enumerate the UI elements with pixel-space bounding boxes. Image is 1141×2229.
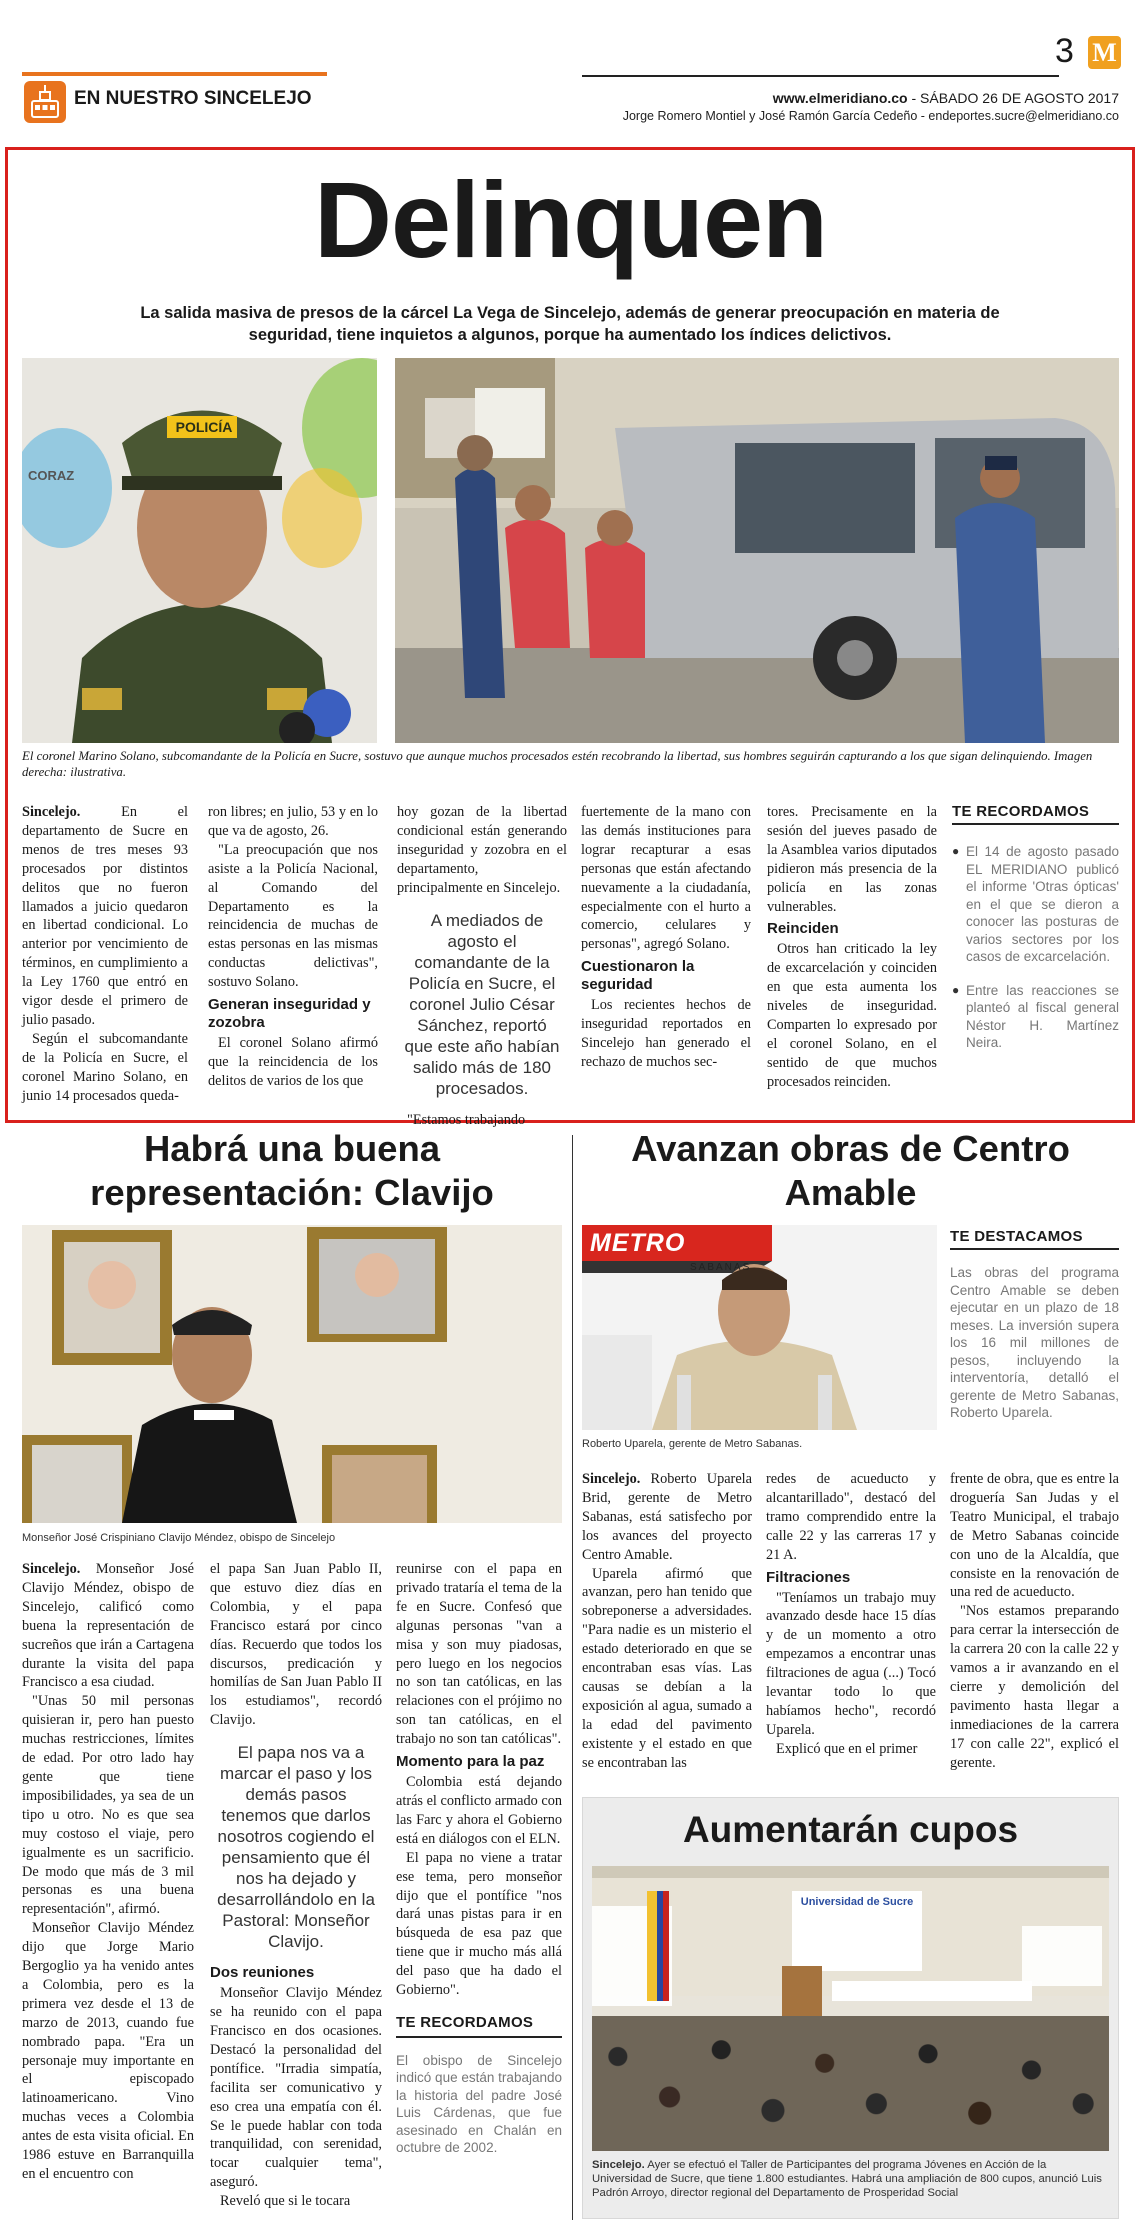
main-col4-p1: fuertemente de la mano con las demás instituciones para lograr recapturar a esas personas que están afectando nuevamente a la ciudadanía, especialmente con el hurto a comercio, celulares y personas", agregó Solano.: [581, 804, 751, 953]
vertical-divider: [572, 1135, 573, 2220]
cupos-caption: [592, 2158, 1109, 2201]
main-col-5: [767, 803, 937, 1092]
cupos-caption-text: Ayer se efectuó el Taller de Participantes del programa Jóvenes en Acción de la Universidad de Sucre, que tiene 1.800 estudiantes. Habrá una ampliación de 800 cupos, anunció Luis Padrón Arroyo, director regional del Departamento de Prosperidad Social: [592, 2159, 1102, 2200]
main-col2-p2: "La preocupación que nos asiste a la Policía Nacional, al Comando del Departamento es la reincidencia de muchas de estas personas en las mismas conductas delictivas", sostuvo Solano.: [208, 841, 378, 991]
main-col1-p1: En el departamento de Sucre en menos de tres meses 93 procesados por distintos delitos que no fueron llamados a juicio quedaron en libertad condicional. Lo anterior por vencimiento de términos, en cumplimiento a la Ley 1760 que entró en vigor desde el primero de julio pasado.: [22, 804, 189, 1028]
obras-box-title: TE DESTACAMOS: [950, 1228, 1119, 1250]
tram-icon: [24, 81, 66, 123]
clavijo-subhead-1: Dos reuniones: [210, 1964, 315, 1982]
main-col-2: [208, 803, 378, 1091]
clavijo-col2-p1: el papa San Juan Pablo II, que estuvo diez días en Colombia, y el papa Francisco estará por cinco días. Recuerdo que todos los discursos, predicación y homilías de San Juan Pablo II los estudiamos", recordó Clavijo.: [210, 1561, 382, 1729]
clavijo-col-1: [22, 1560, 194, 2184]
main-col3-p2: "Estamos trabajando: [407, 1111, 526, 1128]
main-col1-p2: Según el subcomandante de la Policía en Sucre, el coronel Marino Solano, en junio 14 procesados queda-: [22, 1030, 188, 1104]
obras-col2-p2: "Teníamos un trabajo muy avanzado desde hace 15 días y de un momento a otro empezamos a encontrar unas filtraciones de agua (...) Tocó levantar todo lo que habíamos hecho", recordó Uparela.: [766, 1589, 936, 1738]
police-badge-text: POLICÍA: [175, 419, 233, 435]
issue-date: - SÁBADO 26 DE AGOSTO 2017: [907, 90, 1119, 106]
clavijo-subhead-2: Momento para la paz: [396, 1753, 545, 1771]
main-col5-p1: tores. Precisamente en la sesión del jueves pasado de la Asamblea varios diputados pidieron más presencia de la policía en las zonas vulnerables.: [767, 804, 937, 915]
obras-title: Avanzan obras de Centro Amable: [631, 1128, 1070, 1213]
bishop-photo: [22, 1225, 562, 1523]
dateline: Sincelejo.: [22, 804, 81, 820]
obras-col-1: [582, 1470, 752, 1773]
authors: Jorge Romero Montiel y José Ramón García Cedeño: [622, 109, 918, 123]
main-col-3: [397, 803, 567, 1129]
obras-col1-p1: Roberto Uparela Brid, gerente de Metro Sabanas, está satisfecho por los avances del proyecto Centro Amable.: [582, 1471, 752, 1563]
main-col2-p1: ron libres; en julio, 53 y en lo que va de agosto, 26.: [208, 804, 378, 839]
clavijo-col3-p1: reunirse con el papa en privado trataría el tema de la fe en Sucre. Confesó que algunas personas "van a misa y son muy piadosas, pero luego en los negocios no son tan católicas, en las relaciones con el prójimo no son tan católicas, en el trabajo no son tan católicas".: [396, 1561, 562, 1748]
main-subhead-1: Generan inseguridad y zozobra: [208, 996, 371, 1032]
clavijo-col2-p2: Monseñor Clavijo Méndez se ha reunido con el papa Francisco en dos ocasiones. Destacó la personalidad del pontífice. "Irradia simpatía, facilita ser comunicativo y eso crea una empatía con él. Se le puede hablar con toda tranquilidad, con serenidad, tocar cualquier tema", aseguró.: [210, 1985, 382, 2191]
cupos-title: Aumentarán cupos: [682, 1809, 1019, 1850]
main-box-item-2: Entre las reacciones se planteó al fiscal general Néstor H. Martínez Neira.: [966, 982, 1119, 1050]
dateline: Sincelejo.: [22, 1561, 81, 1577]
bishop-caption: Monseñor José Crispiniano Clavijo Méndez, obispo de Sincelejo: [22, 1532, 336, 1544]
main-subhead-2: Cuestionaron la seguridad: [581, 958, 695, 994]
obras-col-3: [950, 1470, 1119, 1773]
bullet-icon: ●: [952, 982, 960, 997]
clavijo-col1-p1: Monseñor José Clavijo Méndez, obispo de Sincelejo, calificó como buena la representación de sucreños que irán a Cartagena durante la visita del papa Francisco a esa ciudad.: [22, 1561, 194, 1691]
obras-sidebar-box: [950, 1228, 1119, 1422]
clavijo-box-title: TE RECORDAMOS: [396, 2014, 562, 2038]
main-col4-p2: Los recientes hechos de inseguridad reportados en Sincelejo han generado el rechazo de muchos sec-: [581, 997, 751, 1070]
audience: [592, 2016, 1109, 2151]
obras-subhead-1: Filtraciones: [766, 1568, 851, 1586]
officer-photo: [22, 358, 377, 743]
main-box-title: TE RECORDAMOS: [952, 803, 1119, 825]
section-rule: [22, 72, 327, 76]
main-lead: La salida masiva de presos de la cárcel La Vega de Sincelejo, además de generar preocupación en materia de seguridad, tiene inquietos a algunos, porque ha aumentado los índices delictivos.: [140, 304, 1000, 344]
clavijo-box-text: El obispo de Sincelejo indicó que están trabajando la historia del padre José Luis Cárdenas, que fue asesinado en Chalán en octubre de 2002.: [396, 2052, 562, 2156]
obras-col3-p1: frente de obra, que es entre la droguería San Judas y el Teatro Municipal, el trabajo de Metro Sabanas coincide con uno de la Alcaldía, que consiste en la renovación de una red de acueducto.: [950, 1471, 1119, 1601]
clavijo-col2-p3: Reveló que si le tocara: [220, 2193, 351, 2210]
banner-text: Universidad de Sucre: [800, 1896, 914, 1908]
clavijo-pull-quote: El papa nos va a marcar el paso y los demás pasos tenemos que darlos nosotros cogiendo el pensamiento que él nos ha dejado y desarrollándolo en la Pastoral: Monseñor Clavijo.: [217, 1743, 375, 1952]
header-rule: [582, 75, 1059, 77]
bullet-icon: ●: [952, 844, 960, 858]
obras-col1-p2: Uparela afirmó que avanzan, pero han tenido que sobreponerse a adversidades. "Para nadie es un misterio el estado deteriorado en que se encontraban esas vías. Las causas se debían a la exposición al agua, sumado a la edad del pavimento existente y el estado en que se encontraban las: [582, 1565, 752, 1771]
obras-col3-p2: "Nos estamos preparando para cerrar la intersección de la carrera 20 con la calle 22 y vamos a ir avanzando en el cierre y demolición del pavimento hasta llegar a inmediaciones de la carrera 17 con calle 22", explicó el gerente.: [950, 1603, 1119, 1771]
obras-box-text: Las obras del programa Centro Amable se deben ejecutar en un plazo de 18 meses. La inversión supera los 16 mil millones de pesos, incluyendo la interventoría, detalló el gerente de Metro Sabanas, Roberto Uparela.: [950, 1265, 1119, 1420]
clavijo-col1-p3: Monseñor Clavijo Méndez dijo que Jorge Mario Bergoglio ya ha venido antes a Colombia, pero es la primera vez desde el 13 de marzo de 2013, cuando fue nombrado papa. "Era un personaje muy importante en el episcopado latinoamericano. Vino muchas veces a Colombia antes de esta visita oficial. En 1986 estuve en Barranquilla en el encuentro con: [22, 1920, 194, 2182]
metro-logo-sub: SABANAS: [690, 1262, 752, 1273]
dateline: Sincelejo.: [582, 1471, 641, 1487]
backdrop-text: CORAZ: [28, 468, 75, 483]
photo-caption: El coronel Marino Solano, subcomandante de la Policía en Sucre, sostuvo que aunque muchos procesados estén recobrando la libertad, sus hombres seguirán capturando a los que sigan delinquiendo. Imagen derecha: ilustrativa.: [22, 749, 1093, 779]
main-col-1: [22, 803, 188, 1106]
main-subhead-3: Reinciden: [767, 920, 839, 938]
contact-email[interactable]: - endeportes.sucre@elmeridiano.co: [917, 109, 1119, 123]
main-col5-p2: Otros han criticado la ley de excarcelación y coinciden en que esta aumenta los niveles de inseguridad. Comparten lo expresado por el coronel Solano, en el sentido de que muchos procesados reinciden.: [767, 941, 937, 1090]
clavijo-title: Habrá una buena representación: Clavijo: [90, 1128, 494, 1213]
clavijo-col-2: [210, 1560, 382, 2211]
clavijo-col3-p2: Colombia está dejando atrás el conflicto armado con las Farc y ahora el Gobierno está en diálogos con el ELN.: [396, 1774, 562, 1847]
main-col2-p3: El coronel Solano afirmó que la reincidencia de los delitos de varios de los que: [208, 1035, 378, 1089]
clavijo-col1-p2: "Unas 50 mil personas quisieran ir, pero han puesto muchas restricciones, límites de edad. Por otro lado hay gente que tiene imposibilidades, ya sea de un tipo u otro. No es que sea muy costoso el viaje, pero igualmente es un sacrificio. De modo que más de 3 mil personas es una buena representación", afirmó.: [22, 1693, 194, 1918]
meridiano-logo: [1088, 36, 1121, 69]
main-box-item-1: El 14 de agosto pasado EL MERIDIANO publicó el informe 'Otras ópticas' en el que se dieron a conocer las posturas de varios sectores por los casos de excarcelación.: [966, 844, 1119, 964]
clavijo-col-3: [396, 1560, 562, 2157]
auditorium-photo: [592, 1866, 1109, 2151]
obras-col2-p3: Explicó que en el primer: [776, 1740, 918, 1757]
metro-logo-text: METRO: [590, 1229, 686, 1257]
obras-col2-p1: redes de acueducto y alcantarillado", destacó del tramo comprendido entre la calle 22 y las carreras 17 y 21 A.: [766, 1471, 936, 1563]
main-col-4: [581, 803, 751, 1072]
section-label: EN NUESTRO SINCELEJO: [74, 88, 312, 109]
site-url[interactable]: www.elmeridiano.co: [772, 90, 908, 106]
header-date-line: [773, 90, 1119, 106]
page-number: 3: [1055, 32, 1074, 70]
manager-caption: Roberto Uparela, gerente de Metro Sabanas.: [582, 1438, 803, 1450]
header-credits: [623, 109, 1119, 123]
logo-letter: M: [1092, 38, 1117, 67]
obras-col-2: [766, 1470, 936, 1759]
arrest-photo: [395, 358, 1119, 743]
main-sidebar-box: [952, 803, 1119, 1052]
main-col3-p1: hoy gozan de la libertad condicional están generando inseguridad y zozobra en el departamento, principalmente en Sincelejo.: [397, 804, 567, 896]
main-pull-quote: A mediados de agosto el comandante de la Policía en Sucre, el coronel Julio César Sánchez, reportó que este año habían salido más de 180 procesados.: [404, 910, 560, 1098]
main-title: Delinquen: [313, 159, 828, 280]
manager-photo: [582, 1225, 937, 1430]
clavijo-col3-p3: El papa no viene a tratar ese tema, pero monseñor dijo que el pontífice "nos dará unas pistas para ir en búsqueda de esa paz que tiene que ir mucho más allá del paso que ha dado el Gobierno".: [396, 1849, 562, 1999]
dateline: Sincelejo.: [592, 2159, 645, 2171]
section-header: [22, 72, 327, 122]
